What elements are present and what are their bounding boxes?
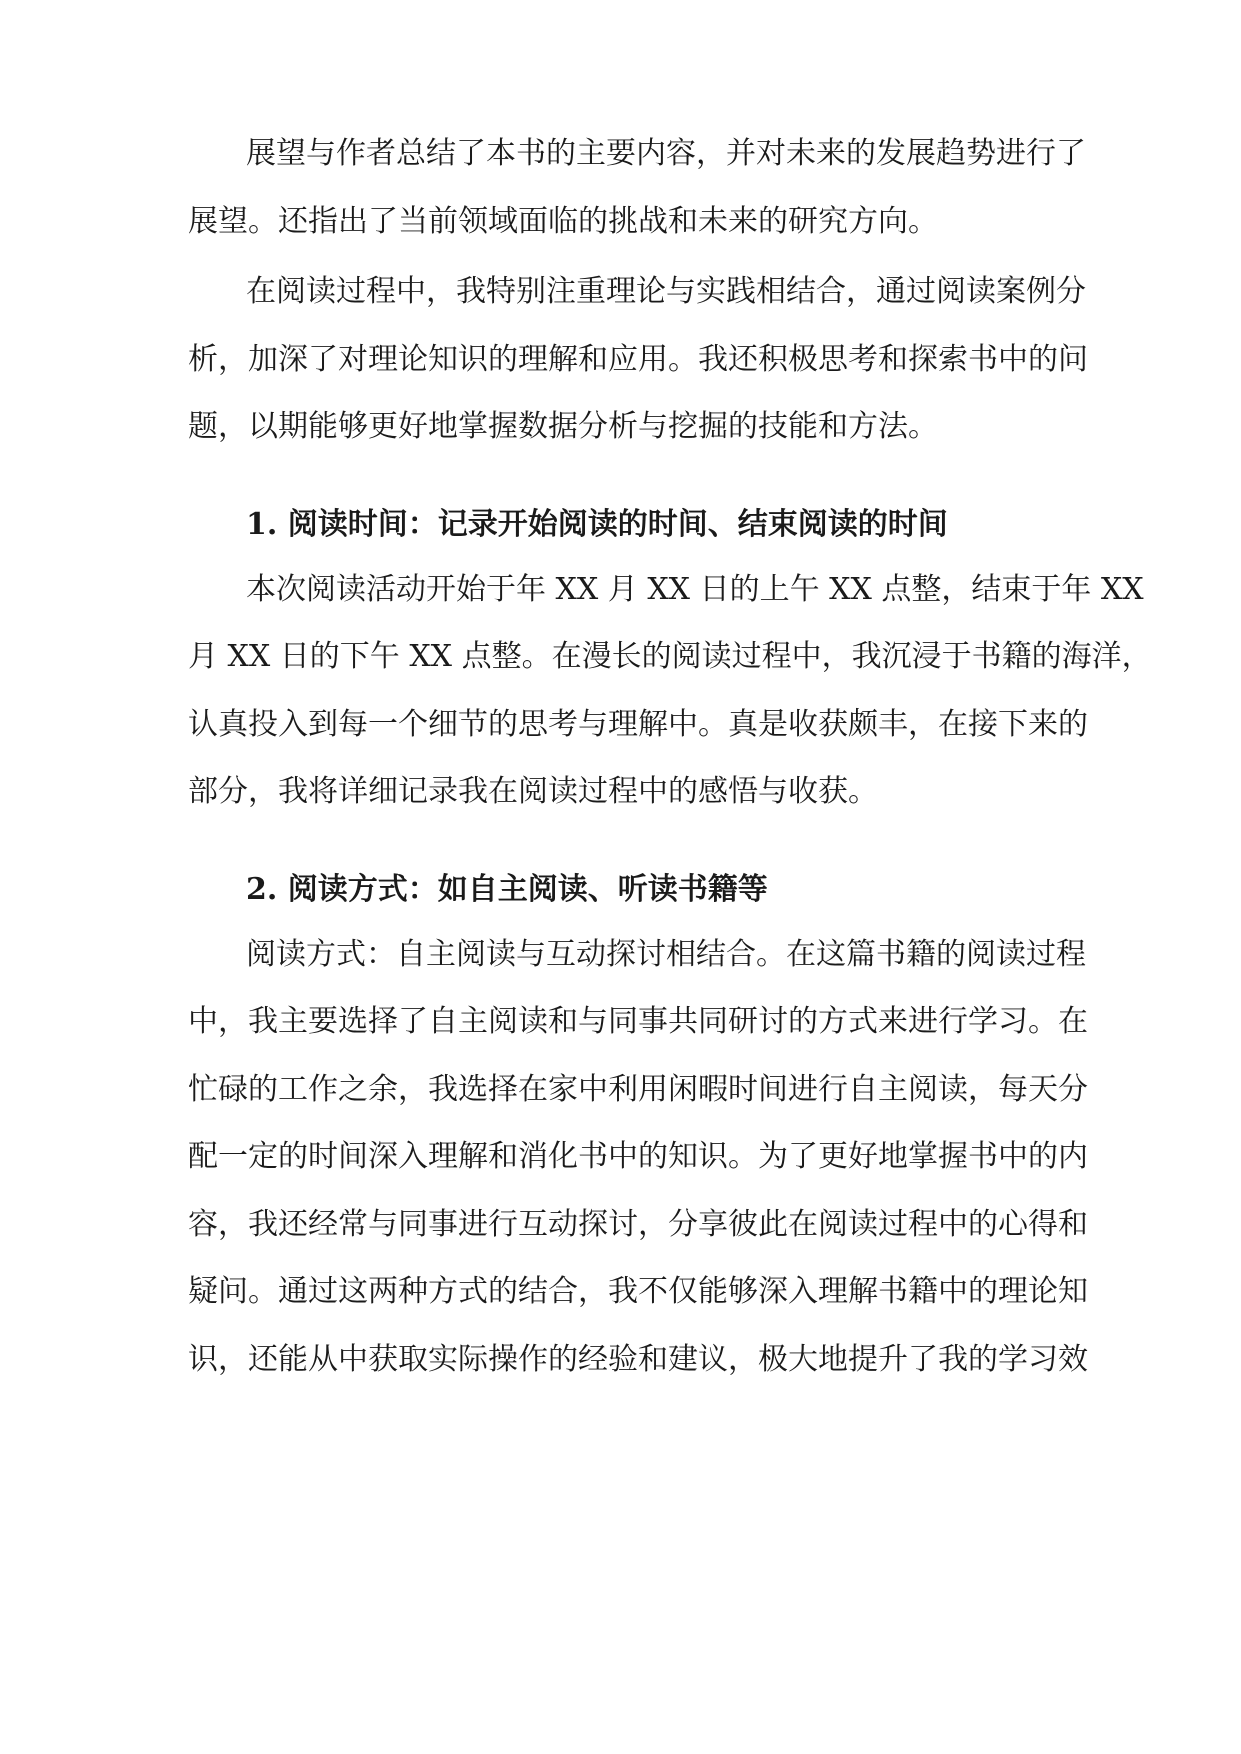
section-line: 忙碌的工作之余，我选择在家中利用闲暇时间进行自主阅读，每天分 (188, 1072, 1088, 1107)
section-line: 中，我主要选择了自主阅读和与同事共同研讨的方式来进行学习。在 (188, 1004, 1088, 1039)
section-line: 本次阅读活动开始于年 XX 月 XX 日的上午 XX 点整，结束于年 XX (246, 572, 1144, 607)
section-line: 阅读方式：自主阅读与互动探讨相结合。在这篇书籍的阅读过程 (246, 937, 1086, 972)
paragraph-line: 在阅读过程中，我特别注重理论与实践相结合，通过阅读案例分 (246, 274, 1086, 309)
section-heading: 1. 阅读时间：记录开始阅读的时间、结束阅读的时间 (246, 507, 948, 542)
section-line: 配一定的时间深入理解和消化书中的知识。为了更好地掌握书中的内 (188, 1139, 1088, 1174)
paragraph-line: 展望。还指出了当前领域面临的挑战和未来的研究方向。 (188, 204, 938, 239)
paragraph-line: 析，加深了对理论知识的理解和应用。我还积极思考和探索书中的问 (188, 342, 1088, 377)
section-line: 认真投入到每一个细节的思考与理解中。真是收获颇丰，在接下来的 (188, 707, 1088, 742)
paragraph-line: 题，以期能够更好地掌握数据分析与挖掘的技能和方法。 (188, 409, 938, 444)
section-line: 识，还能从中获取实际操作的经验和建议，极大地提升了我的学习效 (188, 1342, 1088, 1377)
section-line: 部分，我将详细记录我在阅读过程中的感悟与收获。 (188, 774, 878, 809)
section-line: 月 XX 日的下午 XX 点整。在漫长的阅读过程中，我沉浸于书籍的海洋， (188, 639, 1152, 674)
section-heading: 2. 阅读方式：如自主阅读、听读书籍等 (246, 872, 768, 907)
section-line: 疑问。通过这两种方式的结合，我不仅能够深入理解书籍中的理论知 (188, 1274, 1088, 1309)
section-line: 容，我还经常与同事进行互动探讨，分享彼此在阅读过程中的心得和 (188, 1207, 1088, 1242)
paragraph-line: 展望与作者总结了本书的主要内容，并对未来的发展趋势进行了 (246, 136, 1086, 171)
